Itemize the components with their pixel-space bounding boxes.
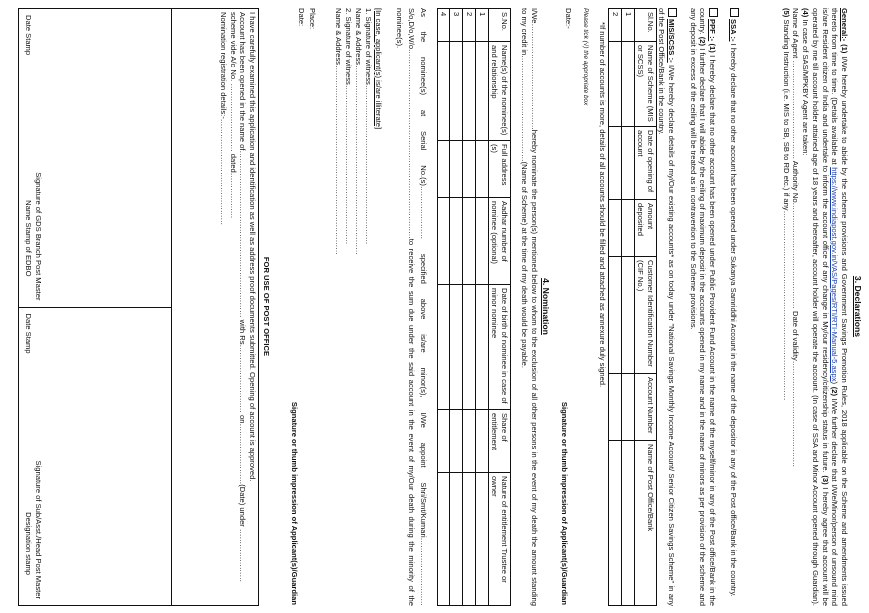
cell[interactable] [463, 42, 476, 141]
nom-col-share: Share of entitlement [488, 410, 510, 473]
nom-col-dob: Date of birth of nominee in case of minor nominee [488, 285, 510, 410]
cell[interactable] [609, 374, 622, 441]
table-row [463, 9, 476, 606]
tick-note: Please tick (√) the appropriate box [582, 8, 589, 106]
cell[interactable] [437, 285, 450, 410]
cell[interactable] [475, 473, 488, 606]
rules-link[interactable]: https://www.indiapost.gov.in/VAS/Pages/RTI/RTI-Manual-5.aspx [830, 167, 840, 382]
acc-col-date: Date of opening of account [634, 127, 656, 200]
ppf-checkbox[interactable] [709, 8, 718, 17]
table-row [437, 9, 450, 606]
post-office-box [18, 8, 259, 606]
cell[interactable] [450, 198, 463, 285]
cell[interactable] [463, 285, 476, 410]
row-number: 1 [621, 9, 634, 42]
ppf-declaration [688, 8, 718, 606]
cell[interactable] [450, 42, 463, 141]
witness2-name: Name & Address………………………………………………………………… [334, 8, 343, 255]
cell[interactable] [609, 200, 622, 257]
cell[interactable] [621, 42, 634, 127]
g4-num: (4) [801, 8, 811, 18]
declarations-title: 3. Declarations [853, 275, 863, 338]
g1-details-post: ) [830, 381, 840, 385]
gds-stamp-cell [19, 9, 172, 308]
mis-declaration [657, 8, 677, 606]
cell[interactable] [463, 410, 476, 473]
ppf2-num: (2) [698, 36, 708, 46]
cell[interactable] [609, 42, 622, 127]
cell[interactable] [609, 257, 622, 374]
acc-col-cif: Customer Identification Number (CIF No.) [634, 257, 656, 374]
date-stamp-right: Date Stamp [23, 313, 33, 354]
cell[interactable] [621, 127, 634, 200]
cell[interactable] [437, 473, 450, 606]
acc-col-amount: Amount deposited [634, 200, 656, 257]
nom-col-sno: S.No. [488, 9, 510, 42]
cell[interactable] [475, 42, 488, 141]
approval-line: I have carefully examined this application and identification as well as address proof documents submitted. Opening of account is approved. [248, 12, 257, 482]
g1-text: I/We hereby undertake to abide by the scheme provisions and Government Savings Promotion Rules, 2018 applicable on the Scheme and amendments issued thereto from time to time. [830, 8, 849, 606]
g2-text: I/We further declare that I/We/Minor/person of unsound mind is/are Resident citizen of India and undertake to inform the account office of any change in My/our residency/citizenship status in future. [820, 8, 840, 606]
table-row [621, 9, 634, 606]
nom-col-aadhar: Aadhar number of nominee (optional) [488, 198, 510, 285]
nom-col-address: Full address (s) [488, 141, 510, 198]
ppf-label: PPF :- [708, 19, 717, 42]
nomination-date-label: Date: [297, 8, 306, 27]
mis-text: I/We hereby declare details of my/Our existing accounts* as on today under "National Savings Monthly Income Account/ Senior Citizen Savings Scheme" in any of the Post Office/Bank in the country. [657, 8, 676, 606]
g3-num: (3) [820, 475, 830, 485]
place-label: Place: [308, 8, 317, 30]
ssa-label: SSA :- [729, 19, 738, 42]
ppf-num: (1) [708, 43, 717, 53]
edbo-name-stamp: Name Stamp of EDBO [23, 200, 33, 277]
mis-checkbox[interactable] [668, 8, 677, 17]
cell[interactable] [450, 141, 463, 198]
agent-line: Name of Agent ………………………………… Authority No…………………………………… Date of validity…………………………………… [791, 8, 801, 468]
acc-col-account: Account Number [634, 374, 656, 441]
row-number: 2 [609, 9, 622, 42]
nomination-applicant-signature: Signature or thumb impression of Applicant(s)/Guardian [290, 401, 299, 605]
cell[interactable] [463, 198, 476, 285]
cell[interactable] [437, 141, 450, 198]
table-row [475, 9, 488, 606]
nom-col-nature: Nature of entitlement Trustee or owner [488, 473, 510, 606]
g2-num: (2) [830, 386, 840, 396]
row-number: 1 [475, 9, 488, 42]
witness1-name: Name & Address………………………………………………………………… [354, 8, 363, 255]
cell[interactable] [437, 42, 450, 141]
accounts-footnote: *If number of accounts is more, details of all accounts should be filled and attached as annexure duly signed. [598, 22, 607, 388]
row-number: 2 [463, 9, 476, 42]
cell[interactable] [475, 198, 488, 285]
cell[interactable] [621, 441, 634, 606]
cell[interactable] [609, 441, 622, 606]
witness1-signature: 1. Signature of witness……………………………………………………… [364, 8, 373, 245]
date-stamp-left: Date Stamp [23, 15, 33, 56]
cell[interactable] [475, 285, 488, 410]
cell[interactable] [450, 410, 463, 473]
g3-text: I hereby agree that account will be operated by me till account holder attained age of 18 years and thereafter, account holder will operate the account. (In case of SSA and Minor Account opened through Guardian). [810, 8, 830, 606]
minor-appointment: As the nominee(s) at Serial No.(s)………………… specified above is/are minor(s), I/We appoint Shri/Smt/Kumari………………………S/o,D/o,W/o…………………………………………………………………to receive the sum due under the said account in the event of my/Our death during the minority of the nominee(s). [395, 8, 428, 606]
cell[interactable] [609, 127, 622, 200]
acc-col-office: Name of Post Office/Bank [634, 441, 656, 606]
general-declaration [781, 8, 849, 606]
subpm-signature: Signature of Sub/Asst./Head Post Master [33, 460, 43, 599]
acc-col-slno: Sl.No. [634, 9, 656, 42]
declarations-date-label: Date:- [564, 8, 573, 29]
general-label: General:- [840, 8, 849, 42]
nominee-table [437, 8, 511, 606]
gds-signature: Signature of GDS Branch Post Master [33, 172, 43, 301]
declarations-applicant-signature: Signature or thumb impression of Applicant(s)/Guardian [560, 401, 569, 605]
cell[interactable] [621, 374, 634, 441]
witness2-signature: 2. Signature of witness……………………………………………………… [344, 8, 353, 245]
cell[interactable] [475, 141, 488, 198]
g4-text: In case of SAS/MPKBY Agent are taken: [801, 19, 811, 156]
ssa-text: I hereby declare that no other account has been opened under Sukanya Samriddhi Account in the name of the depositor in any of the Post office/Bank in the country. [729, 43, 738, 597]
nom-col-name: Name(s) of the nominee(s) and relationship [488, 42, 510, 141]
witness-note: [In case, applicant(s) is/are illiterate] [374, 8, 383, 130]
cell[interactable] [450, 285, 463, 410]
nomination-registration-line: Nomination registration details:-…………………………………… [218, 12, 228, 226]
cell[interactable] [463, 141, 476, 198]
acc-col-scheme: Name of Scheme (MIS or SCSS) [634, 42, 656, 127]
cell[interactable] [621, 257, 634, 374]
nomination-title: 4. Nomination [541, 278, 551, 335]
designation-stamp: Designation stamp [23, 512, 33, 575]
cell[interactable] [437, 198, 450, 285]
g1-details-pre: (Details available at [830, 97, 840, 168]
cell[interactable] [463, 473, 476, 606]
cell[interactable] [450, 473, 463, 606]
mis-label: MIS/SCSS :- [667, 19, 676, 63]
nomination-intro: I/We……………………………………hereby nominate the person(s) mentioned below to whom to the exclusion of all other persons in the event of my death the amount standing to my credit in……………………………………(Name of Scheme) at the time of my death would be payable. [520, 8, 539, 606]
subpm-stamp-cell [19, 307, 172, 606]
table-row [450, 9, 463, 606]
cell[interactable] [437, 410, 450, 473]
row-number: 4 [437, 9, 450, 42]
post-office-title: FOR USE OF POST OFFICE [262, 256, 271, 357]
ppf-text: I hereby declare that no other account has been opened under Public Provident Fund Account in the name of the myself/minor in any of the Post office/Bank in the country. [698, 8, 717, 606]
table-row [609, 9, 622, 606]
post-office-text [172, 9, 259, 606]
row-number: 3 [450, 9, 463, 42]
g1-num: (1) [840, 44, 849, 54]
existing-accounts-table [608, 8, 657, 606]
g5-num: (5) [781, 8, 791, 18]
ppf2-text: I further declare that I will abide by the ceiling of maximum deposit in the accounts opened in my name and in the name of minors as per provision of the scheme and any deposit in excess of the ceiling will be treated as in contravention to the Scheme provisions. [688, 8, 708, 606]
account-opened-line: Account has been opened in the name of………………………………………………………… with Rs……………………… on……………………(Date) under …………………scheme vide A/c No. ……………………… dated……………… [228, 12, 248, 583]
ssa-declaration [728, 8, 739, 606]
ssa-checkbox[interactable] [730, 8, 739, 17]
cell[interactable] [621, 200, 634, 257]
cell[interactable] [475, 410, 488, 473]
g5-text: Standing Instruction (i.e. MIS to SB, SB to RD etc.) if any………………………………………………………………… [781, 19, 791, 401]
